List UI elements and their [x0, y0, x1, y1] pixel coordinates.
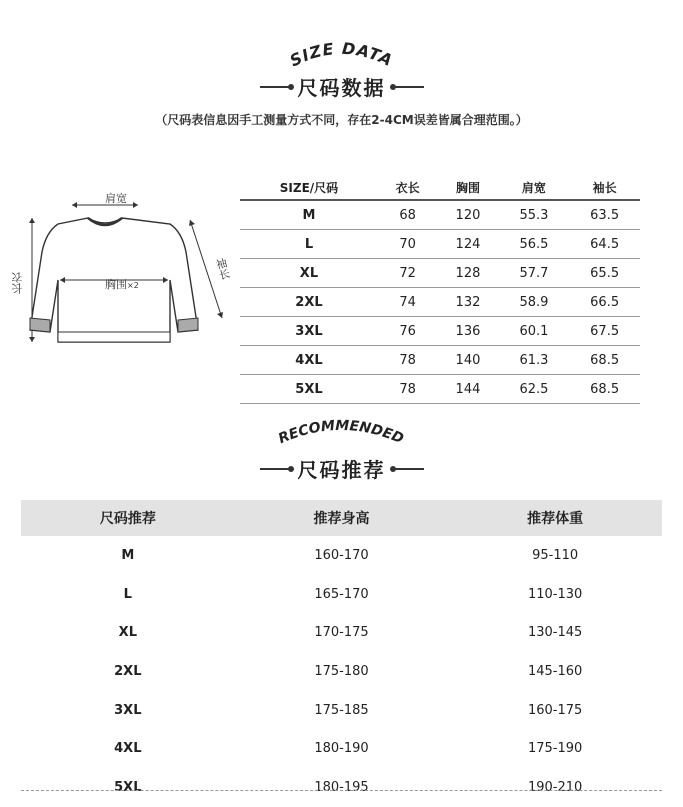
- shoulder-cell: 55.3: [499, 200, 570, 230]
- size-cell: 2XL: [114, 663, 142, 679]
- length-cell: 78: [378, 375, 437, 404]
- table-row: [21, 575, 662, 614]
- size-cell: 2XL: [240, 288, 378, 317]
- size-cell: M: [121, 547, 135, 563]
- divider: [392, 468, 424, 470]
- weight-cell: 175-190: [527, 741, 583, 757]
- length-col-header: 衣长: [378, 175, 437, 200]
- weight-cell: 95-110: [532, 547, 579, 563]
- height-cell: 180-195: [314, 779, 369, 795]
- size-table: [240, 175, 640, 404]
- recommendation-table-header: [21, 500, 662, 536]
- size-cell: 3XL: [114, 702, 142, 718]
- chest-label: [105, 276, 139, 292]
- table-row: [240, 346, 640, 375]
- weight-cell: 190-210: [527, 779, 583, 795]
- size-cell: 4XL: [114, 741, 142, 757]
- svg-text:SIZE DATA: [287, 39, 396, 66]
- recommendation-table: [21, 500, 662, 807]
- length-label: 长衣: [11, 272, 24, 294]
- size-cell: XL: [118, 625, 137, 641]
- size-cell: M: [240, 200, 378, 230]
- table-row: [21, 768, 662, 807]
- shoulder-cell: 57.7: [499, 259, 570, 288]
- chest-cell: 128: [437, 259, 498, 288]
- size-data-title: 尺码数据: [297, 76, 386, 100]
- shoulder-cell: 58.9: [499, 288, 570, 317]
- table-row: [21, 613, 662, 652]
- chest-cell: 120: [437, 200, 498, 230]
- shoulder-cell: 60.1: [499, 317, 570, 346]
- sleeve-col-header: 袖长: [569, 175, 640, 200]
- divider: [260, 86, 292, 88]
- table-row: [21, 536, 662, 575]
- length-cell: 78: [378, 346, 437, 375]
- sweater-outline: [10, 180, 240, 360]
- sleeve-cell: 64.5: [569, 230, 640, 259]
- chest-label-text: 胸围: [105, 278, 127, 291]
- recommended-arc-text: RECOMMENDED: [276, 417, 406, 444]
- divider: [392, 86, 424, 88]
- length-cell: 76: [378, 317, 437, 346]
- size-col-header: SIZE/尺码: [240, 175, 378, 200]
- table-row: [240, 200, 640, 230]
- table-row: [21, 729, 662, 768]
- size-cell: 5XL: [114, 779, 142, 795]
- height-cell: 165-170: [314, 586, 369, 602]
- sleeve-cell: 66.5: [569, 288, 640, 317]
- chest-cell: 136: [437, 317, 498, 346]
- size-table-header: [240, 175, 640, 200]
- chest-label-suffix: ×2: [127, 281, 139, 290]
- size-cell: L: [240, 230, 378, 259]
- size-cell: XL: [240, 259, 378, 288]
- sleeve-label: 袖长: [213, 256, 232, 282]
- sleeve-cell: 67.5: [569, 317, 640, 346]
- length-cell: 70: [378, 230, 437, 259]
- bottom-divider: [21, 790, 662, 791]
- height-col-header: 推荐身高: [235, 500, 449, 536]
- table-row: [240, 375, 640, 404]
- height-cell: 160-170: [314, 547, 369, 563]
- size-cell: 4XL: [240, 346, 378, 375]
- chest-cell: 144: [437, 375, 498, 404]
- size-col-header: 尺码推荐: [21, 500, 235, 536]
- height-cell: 175-185: [314, 702, 369, 718]
- sleeve-cell: 68.5: [569, 346, 640, 375]
- chest-cell: 124: [437, 230, 498, 259]
- garment-diagram: [10, 180, 240, 360]
- length-cell: 68: [378, 200, 437, 230]
- shoulder-cell: 62.5: [499, 375, 570, 404]
- size-data-arc-title: [0, 36, 683, 66]
- chest-cell: 140: [437, 346, 498, 375]
- weight-cell: 110-130: [527, 586, 583, 602]
- chest-col-header: 胸围: [437, 175, 498, 200]
- shoulder-cell: 61.3: [499, 346, 570, 375]
- size-data-arc-text: SIZE DATA: [286, 38, 397, 66]
- length-cell: 74: [378, 288, 437, 317]
- size-cell: L: [123, 586, 132, 602]
- table-row: [240, 259, 640, 288]
- height-cell: 175-180: [314, 663, 369, 679]
- measurement-note: （尺码表信息因手工测量方式不同，存在2-4CM误差皆属合理范围。）: [155, 113, 528, 127]
- recommended-title: 尺码推荐: [297, 458, 386, 482]
- size-data-heading: [0, 72, 683, 101]
- weight-cell: 130-145: [527, 625, 583, 641]
- height-cell: 170-175: [314, 625, 369, 641]
- weight-cell: 160-175: [527, 702, 583, 718]
- chest-cell: 132: [437, 288, 498, 317]
- shoulder-cell: 56.5: [499, 230, 570, 259]
- table-row: [21, 652, 662, 691]
- table-row: [21, 691, 662, 730]
- divider: [260, 468, 292, 470]
- sleeve-cell: 63.5: [569, 200, 640, 230]
- recommended-heading: [0, 454, 683, 483]
- table-row: [240, 230, 640, 259]
- sleeve-cell: 68.5: [569, 375, 640, 404]
- weight-cell: 145-160: [527, 663, 583, 679]
- recommended-arc-title: [0, 414, 683, 444]
- table-row: [240, 317, 640, 346]
- length-cell: 72: [378, 259, 437, 288]
- sleeve-cell: 65.5: [569, 259, 640, 288]
- height-cell: 180-190: [314, 741, 369, 757]
- size-cell: 5XL: [240, 375, 378, 404]
- table-row: [240, 288, 640, 317]
- shoulder-label: 肩宽: [105, 192, 127, 205]
- size-cell: 3XL: [240, 317, 378, 346]
- weight-col-header: 推荐体重: [448, 500, 662, 536]
- shoulder-col-header: 肩宽: [499, 175, 570, 200]
- svg-text:RECOMMENDED: [276, 418, 406, 444]
